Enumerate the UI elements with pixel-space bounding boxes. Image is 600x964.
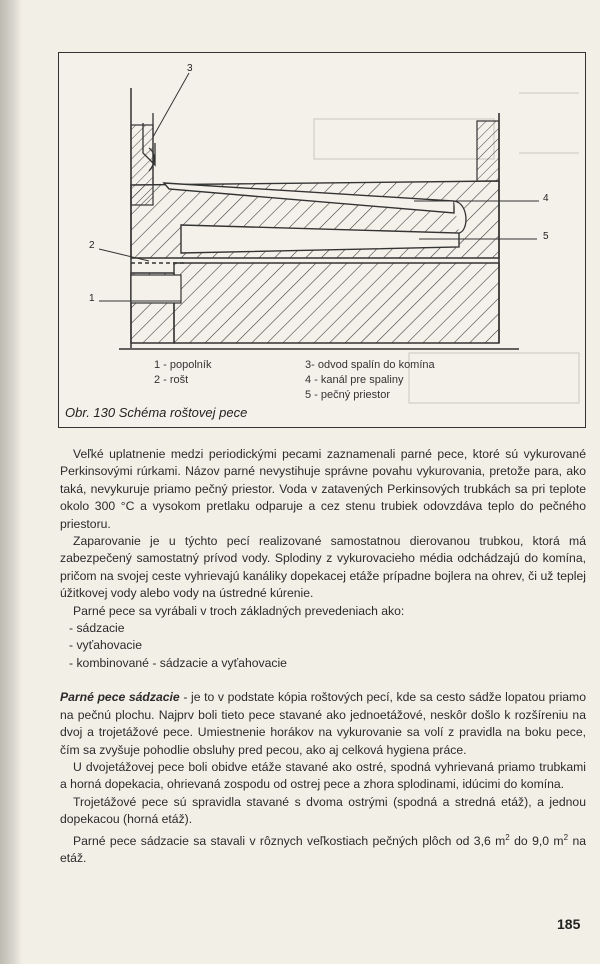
legend-right <box>305 358 435 403</box>
paragraph-7 <box>60 829 586 868</box>
page-number: 185 <box>557 916 581 932</box>
paragraph-4-text: - je to v podstate kópia roštových pecí, kde sa cesto sádže lopatou priamo na pečnú plochu. Najprv boli tieto pece stavané ako jednoetážové, neskôr došlo k rozšíreniu na dvoj a trojetážové pece. Umiestnenie horákov na vykurovanie sa volí z pravidla na boku pece, čím sa zvyšuje pohodlie obsluhy pred pecou, ako aj celková hygiena práce. <box>60 690 586 757</box>
list-item-1: - sádzacie <box>69 621 125 636</box>
paragraph-6: Trojetážové pece sú spravidla stavané s dvoma ostrými (spodná a stredná etáž), a jednou dopekacou (horná etáž). <box>60 794 586 827</box>
legend-item-4: 4 - kanál pre spaliny <box>305 374 404 386</box>
legend-item-2: 2 - rošt <box>154 374 189 386</box>
legend-item-1: 1 - popolník <box>154 359 212 371</box>
body-text <box>60 446 586 867</box>
legend-item-5: 5 - pečný priestor <box>305 389 390 401</box>
paragraph-1: Veľké uplatnenie medzi periodickými pecami zaznamenali parné pece, ktoré sú vykurované Perkinsovými rúrkami. Názov parné nevystihuje správne povahu vykurovania, pretože para, ako taká, nevykuruje priamo pečný priestor. Voda v zatavených Perkinsových trubkách sa pri teplote okolo 300 °C a vysokom pretlaku odparuje a cez stenu trubiek odovzdáva teplo do pečného priestoru. <box>60 447 586 531</box>
superscript-2a: 2 <box>505 832 510 842</box>
paragraph-3: Parné pece sa vyrábali v troch základných prevedeniach ako: <box>73 603 405 618</box>
figure-box <box>58 52 586 428</box>
callout-5: 5 <box>543 231 549 242</box>
paragraph-7-b: do 9,0 m <box>509 833 564 848</box>
superscript-2b: 2 <box>563 832 569 842</box>
legend-left <box>154 358 211 388</box>
paragraph-4 <box>60 689 586 759</box>
list-item-3: - kombinované - sádzacie a vyťahovacie <box>69 655 287 670</box>
term-parne-pece-sadzacie: Parné pece sádzacie <box>60 690 180 705</box>
paragraph-2: Zaparovanie je u týchto pecí realizované samostatnou dierovanou trubkou, ktorá má zabezpečený samostatný prívod vody. Splodiny z vykurovacieho média odchádzajú do komína, pričom na svojej ceste vyhrievajú kanáliky dopekacej etáže prípadne bojlera na ohrev, či už teplej úžitkovej vody alebo vody na ústredné kúrenie. <box>60 534 586 601</box>
callout-3: 3 <box>187 63 193 74</box>
figure-caption: Obr. 130 Schéma roštovej pece <box>65 405 248 420</box>
paragraph-5: U dvojetážovej pece boli obidve etáže stavané ako ostré, spodná vyhrievaná priamo trubkami a horná dopekacia, ohrievaná zospodu od ostrej pece a zhora splodinami, idúcimi do komína. <box>60 759 586 792</box>
callout-1: 1 <box>89 293 95 304</box>
list-item-2: - vyťahovacie <box>69 638 142 653</box>
callout-4: 4 <box>543 193 549 204</box>
callout-2: 2 <box>89 240 95 251</box>
legend-item-3: 3- odvod spalín do komína <box>305 359 435 371</box>
paragraph-7-a: Parné pece sádzacie sa stavali v rôznych veľkostiach pečných plôch od 3,6 m <box>73 833 506 848</box>
paragraph-7-c: na etáž. <box>60 833 586 865</box>
book-spine-shadow <box>0 0 22 964</box>
